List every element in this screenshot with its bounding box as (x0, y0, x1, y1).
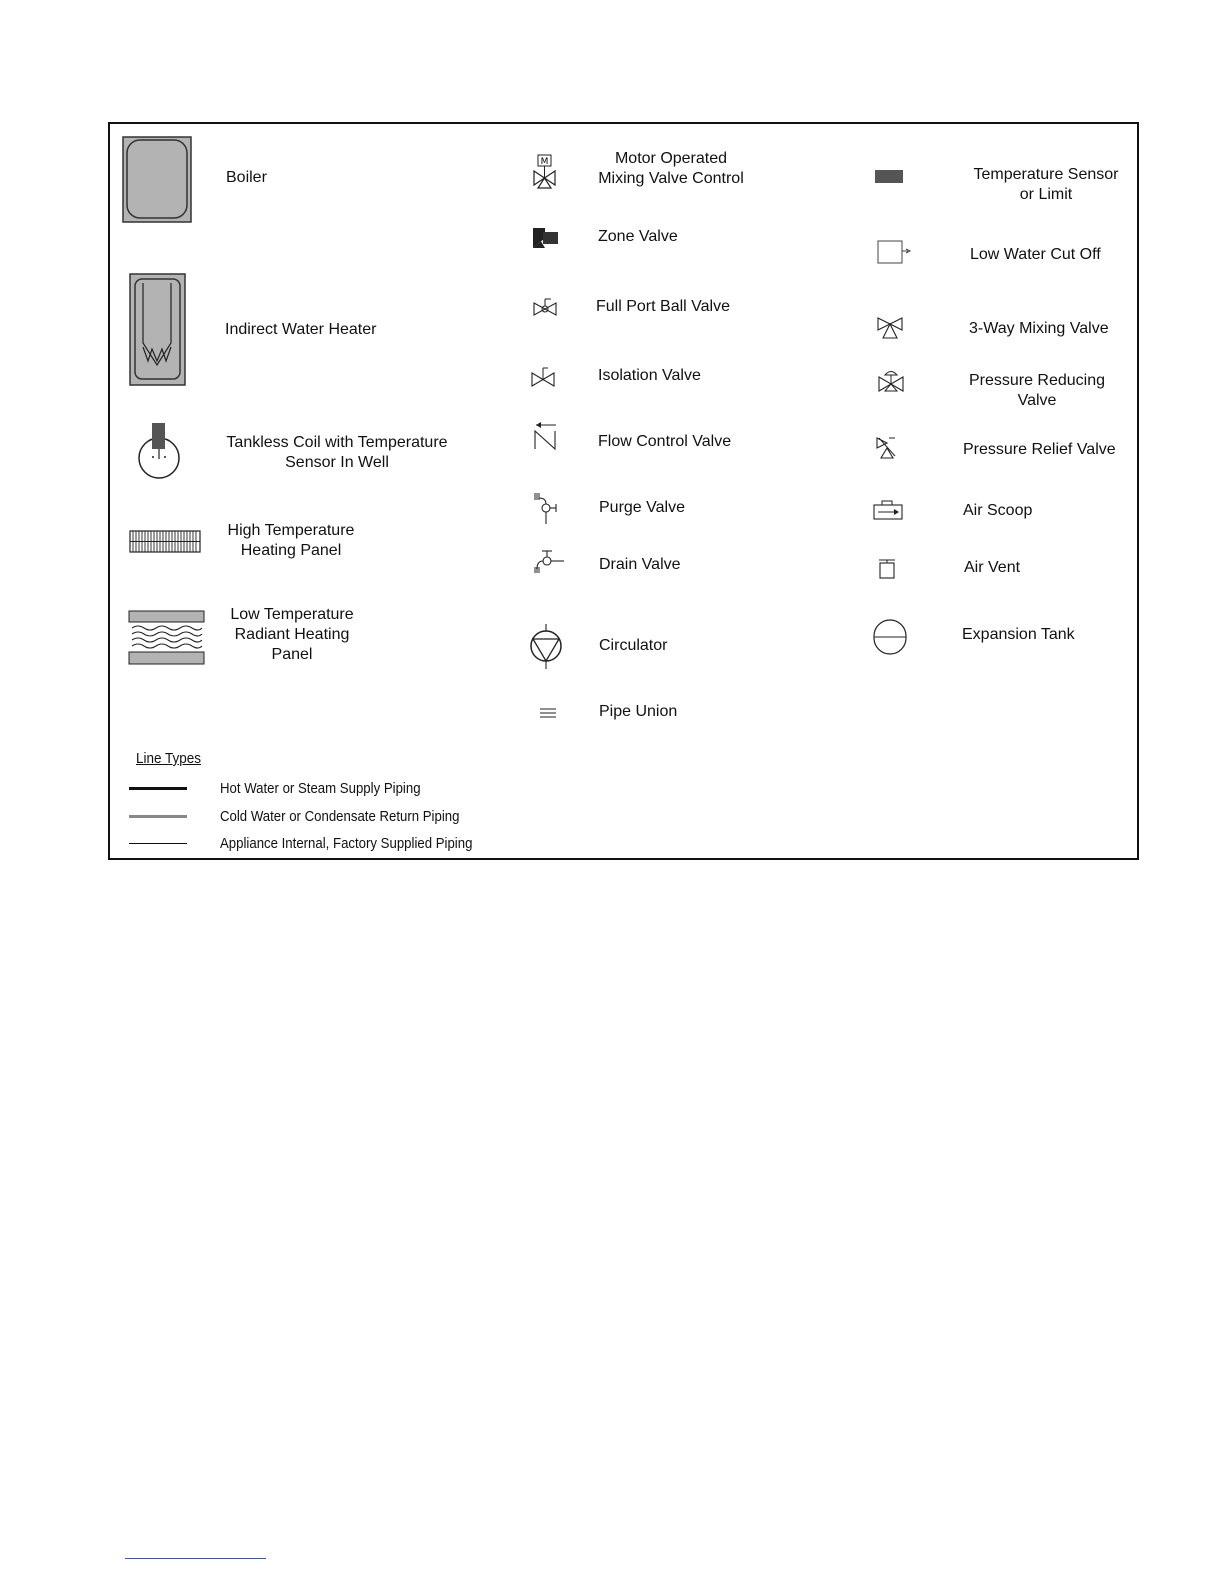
low-water-cutoff-icon (877, 240, 913, 266)
air-scoop-label: Air Scoop (963, 502, 1033, 519)
circulator-label: Circulator (599, 637, 668, 654)
temp-sensor-label: Temperature Sensor or Limit (973, 166, 1119, 203)
isolation-valve-icon (530, 366, 556, 388)
high-temp-panel-icon (129, 530, 201, 554)
cold-water-line-label: Cold Water or Condensate Return Piping (220, 808, 460, 825)
indirect-water-heater-icon (129, 273, 187, 387)
low-temp-panel-icon (128, 610, 206, 666)
air-vent-icon (877, 558, 897, 580)
line-types-title: Line Types (136, 750, 202, 767)
three-way-mixing-valve-icon (876, 316, 904, 340)
purge-valve-label: Purge Valve (599, 499, 685, 516)
internal-line-label: Appliance Internal, Factory Supplied Piping (220, 835, 473, 852)
drain-valve-icon (532, 549, 566, 575)
footer-rule (125, 1558, 266, 1559)
pressure-relief-label: Pressure Relief Valve (963, 441, 1116, 458)
full-port-ball-valve-icon (532, 297, 558, 317)
zone-valve-label: Zone Valve (598, 228, 678, 245)
air-scoop-icon (872, 500, 904, 522)
full-port-ball-label: Full Port Ball Valve (596, 298, 730, 315)
pipe-union-label: Pipe Union (599, 703, 678, 720)
expansion-tank-label: Expansion Tank (962, 626, 1075, 643)
zone-valve-icon (532, 227, 560, 249)
motor-letter: M (540, 157, 549, 167)
hot-water-line-label: Hot Water or Steam Supply Piping (220, 780, 421, 797)
tankless-coil-label: Tankless Coil with Temperature Sensor In Well (226, 434, 448, 471)
isolation-valve-label: Isolation Valve (598, 367, 701, 384)
hot-water-line-sample (129, 787, 187, 790)
pressure-reducing-label: Pressure Reducing Valve (968, 372, 1106, 409)
motor-mixing-label: Motor Operated Mixing Valve Control (598, 150, 744, 187)
boiler-icon (122, 136, 194, 224)
flow-control-valve-icon (532, 421, 558, 451)
circulator-icon (529, 623, 563, 671)
tankless-coil-icon (136, 421, 182, 481)
flow-control-label: Flow Control Valve (598, 433, 732, 450)
high-temp-panel-label: High Temperature Heating Panel (227, 522, 355, 559)
purge-valve-icon (532, 491, 560, 525)
indirect-water-heater-label: Indirect Water Heater (225, 321, 377, 338)
lwco-label: Low Water Cut Off (970, 246, 1101, 263)
three-way-label: 3-Way Mixing Valve (969, 320, 1109, 337)
internal-line-sample (129, 843, 187, 844)
boiler-label: Boiler (226, 169, 267, 186)
pressure-relief-valve-icon (875, 436, 901, 460)
low-temp-panel-label: Low Temperature Radiant Heating Panel (230, 606, 354, 663)
expansion-tank-icon (872, 618, 908, 656)
air-vent-label: Air Vent (964, 559, 1021, 576)
cold-water-line-sample (129, 815, 187, 818)
pipe-union-icon (538, 706, 558, 720)
temperature-sensor-icon (874, 169, 904, 185)
motor-mixing-valve-icon (532, 154, 558, 190)
drain-valve-label: Drain Valve (599, 556, 681, 573)
pressure-reducing-valve-icon (877, 367, 905, 393)
